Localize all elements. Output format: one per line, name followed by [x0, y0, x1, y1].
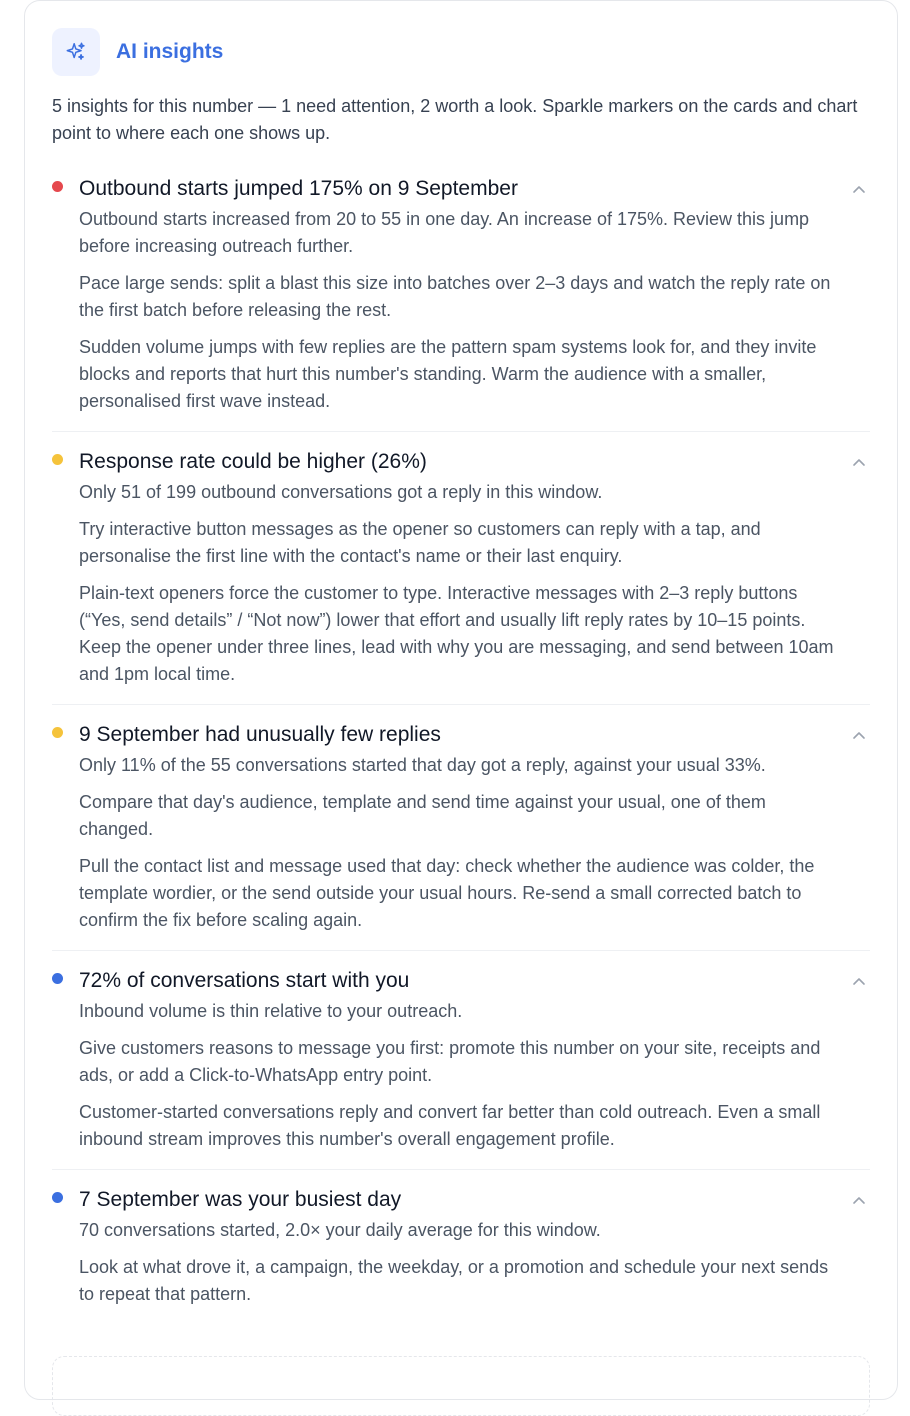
severity-dot-info [52, 1192, 63, 1203]
insight-recommendation: Try interactive button messages as the opener so customers can reply with a tap, and personalise the first line with the contact's name or their last enquiry. [79, 519, 761, 566]
panel-title: AI insights [116, 40, 224, 63]
insight-recommendation: Look at what drove it, a campaign, the weekday, or a promotion and schedule your next sends to repeat that pattern. [79, 1257, 829, 1304]
ai-insights-panel [24, 0, 898, 1400]
severity-dot-warning [52, 727, 63, 738]
insight-title: 9 September had unusually few replies [79, 723, 441, 746]
chevron-up-icon[interactable] [852, 454, 866, 464]
insight-title: 7 September was your busiest day [79, 1188, 402, 1211]
insight-title: Outbound starts jumped 175% on 9 September [79, 177, 518, 200]
insight-description: Only 11% of the 55 conversations started that day got a reply, against your usual 33%. [79, 755, 766, 775]
chevron-up-icon[interactable] [852, 1192, 866, 1202]
chevron-up-icon[interactable] [852, 727, 866, 737]
insight-description: Inbound volume is thin relative to your outreach. [79, 1001, 463, 1021]
insight-title: Response rate could be higher (26%) [79, 450, 427, 473]
insight-item[interactable] [52, 440, 870, 705]
insight-description: Outbound starts increased from 20 to 55 in one day. An increase of 175%. Review this jump before increasing outreach further. [79, 209, 810, 256]
insight-detail: Customer-started conversations reply and convert far better than cold outreach. Even a small inbound stream improves this number's overall engagement profile. [79, 1102, 821, 1149]
severity-dot-warning [52, 454, 63, 465]
severity-dot-info [52, 973, 63, 984]
insight-recommendation: Give customers reasons to message you first: promote this number on your site, receipts and ads, or add a Click-to-WhatsApp entry point. [79, 1038, 821, 1085]
insight-recommendation: Pace large sends: split a blast this size into batches over 2–3 days and watch the reply rate on the first batch before releasing the rest. [79, 273, 831, 320]
chevron-up-icon[interactable] [852, 973, 866, 983]
insight-item[interactable] [52, 167, 870, 432]
insight-recommendation: Compare that day's audience, template and send time against your usual, one of them changed. [79, 792, 766, 839]
panel-header [52, 28, 223, 76]
insights-list [52, 167, 870, 1308]
sparkle-icon [52, 28, 100, 76]
insight-detail: Pull the contact list and message used that day: check whether the audience was colder, the template wordier, or the send outside your usual hours. Re-send a small corrected batch to confirm the fix before scaling again. [79, 856, 815, 930]
insight-description: 70 conversations started, 2.0× your daily average for this window. [79, 1220, 601, 1240]
severity-dot-critical [52, 181, 63, 192]
insight-detail: Plain-text openers force the customer to type. Interactive messages with 2–3 reply buttons (“Yes, send details” / “Not now”) lower that effort and usually lift reply rates by 10–15 points. Keep the opener under three lines, lead with why you are messaging, and send between 10am and 1pm local time. [79, 583, 834, 684]
insight-item[interactable] [52, 713, 870, 951]
chevron-up-icon[interactable] [852, 181, 866, 191]
insight-detail: Sudden volume jumps with few replies are the pattern spam systems look for, and they invite blocks and reports that hurt this number's standing. Warm the audience with a smaller, personalised first wave instead. [79, 337, 817, 411]
next-card-placeholder [52, 1356, 870, 1416]
insights-summary: 5 insights for this number — 1 need attention, 2 worth a look. Sparkle markers on the cards and chart point to where each one shows up. [52, 96, 858, 143]
insight-item[interactable] [52, 959, 870, 1170]
insight-title: 72% of conversations start with you [79, 969, 410, 992]
insight-description: Only 51 of 199 outbound conversations got a reply in this window. [79, 482, 603, 502]
insight-item[interactable] [52, 1178, 870, 1308]
